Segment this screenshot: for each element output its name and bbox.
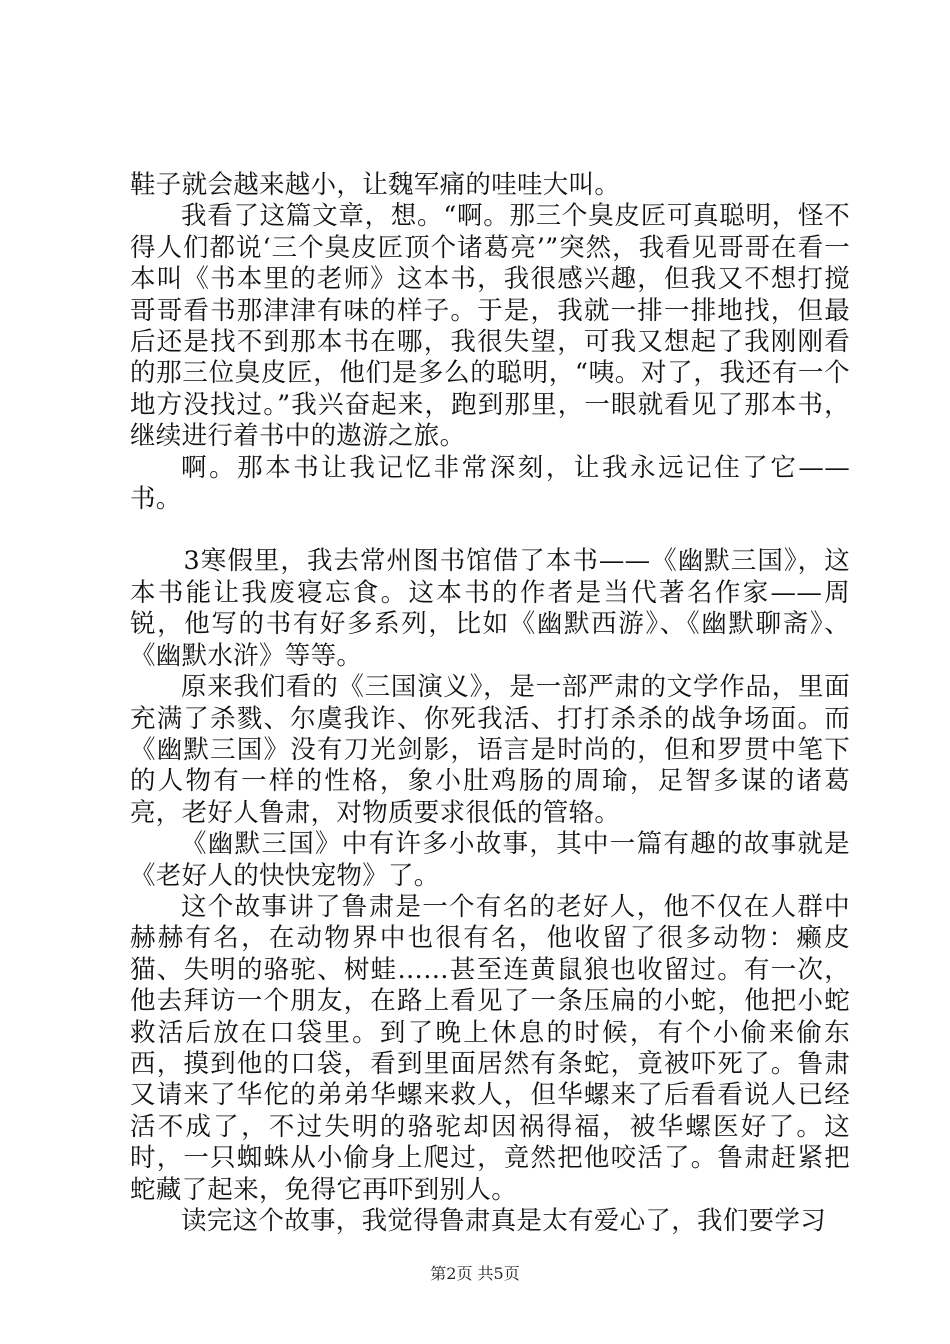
paragraph: 3寒假里，我去常州图书馆借了本书——《幽默三国》，这本书能让我废寝忘食。这本书的作者是当代著名作家——周锐，他写的书有好多系列，比如《幽默西游》、《幽默聊斋》、《幽默水浒》等等。	[130, 546, 850, 671]
paragraph-continuation: 鞋子就会越来越小，让魏军痛的哇哇大叫。	[130, 170, 621, 200]
paragraph: 《幽默三国》中有许多小故事，其中一篇有趣的故事就是《老好人的快快宠物》了。	[130, 829, 850, 891]
document-body	[130, 170, 850, 1237]
section-gap	[130, 515, 850, 546]
paragraph: 啊。那本书让我记忆非常深刻，让我永远记住了它——书。	[130, 452, 850, 515]
paragraph: 这个故事讲了鲁肃是一个有名的老好人，他不仅在人群中赫赫有名，在动物界中也很有名，他收留了很多动物：癞皮猫、失明的骆驼、树蛙……甚至连黄鼠狼也收留过。有一次，他去拜访一个朋友，在路上看见了一条压扁的小蛇，他把小蛇救活后放在口袋里。到了晚上休息的时候，有个小偷来偷东西，摸到他的口袋，看到里面居然有条蛇，竟被吓死了。鲁肃又请来了华佗的弟弟华螺来救人，但华螺来了后看看说人已经活不成了，不过失明的骆驼却因祸得福，被华螺医好了。这时，一只蜘蛛从小偷身上爬过，竟然把他咬活了。鲁肃赶紧把蛇藏了起来，免得它再吓到别人。	[130, 891, 850, 1205]
paragraph: 我看了这篇文章，想。“啊。那三个臭皮匠可真聪明，怪不得人们都说‘三个臭皮匠顶个诸葛亮’”突然，我看见哥哥在看一本叫《书本里的老师》这本书，我很感兴趣，但我又不想打搅哥哥看书那津津有味的样子。于是，我就一排一排地找，但最后还是找不到那本书在哪，我很失望，可我又想起了我刚刚看的那三位臭皮匠，他们是多么的聪明，“咦。对了，我还有一个地方没找过。”我兴奋起来，跑到那里，一眼就看见了那本书，继续进行着书中的遨游之旅。	[130, 201, 850, 452]
page-footer: 第2页 共5页	[430, 1264, 520, 1283]
paragraph: 原来我们看的《三国演义》，是一部严肃的文学作品，里面充满了杀戮、尔虞我诈、你死我活、打打杀杀的战争场面。而《幽默三国》没有刀光剑影，语言是时尚的，但和罗贯中笔下的人物有一样的性格，象小肚鸡肠的周瑜，足智多谋的诸葛亮，老好人鲁肃，对物质要求很低的管辂。	[130, 672, 850, 828]
paragraph: 读完这个故事，我觉得鲁肃真是太有爱心了，我们要学习	[181, 1206, 827, 1236]
